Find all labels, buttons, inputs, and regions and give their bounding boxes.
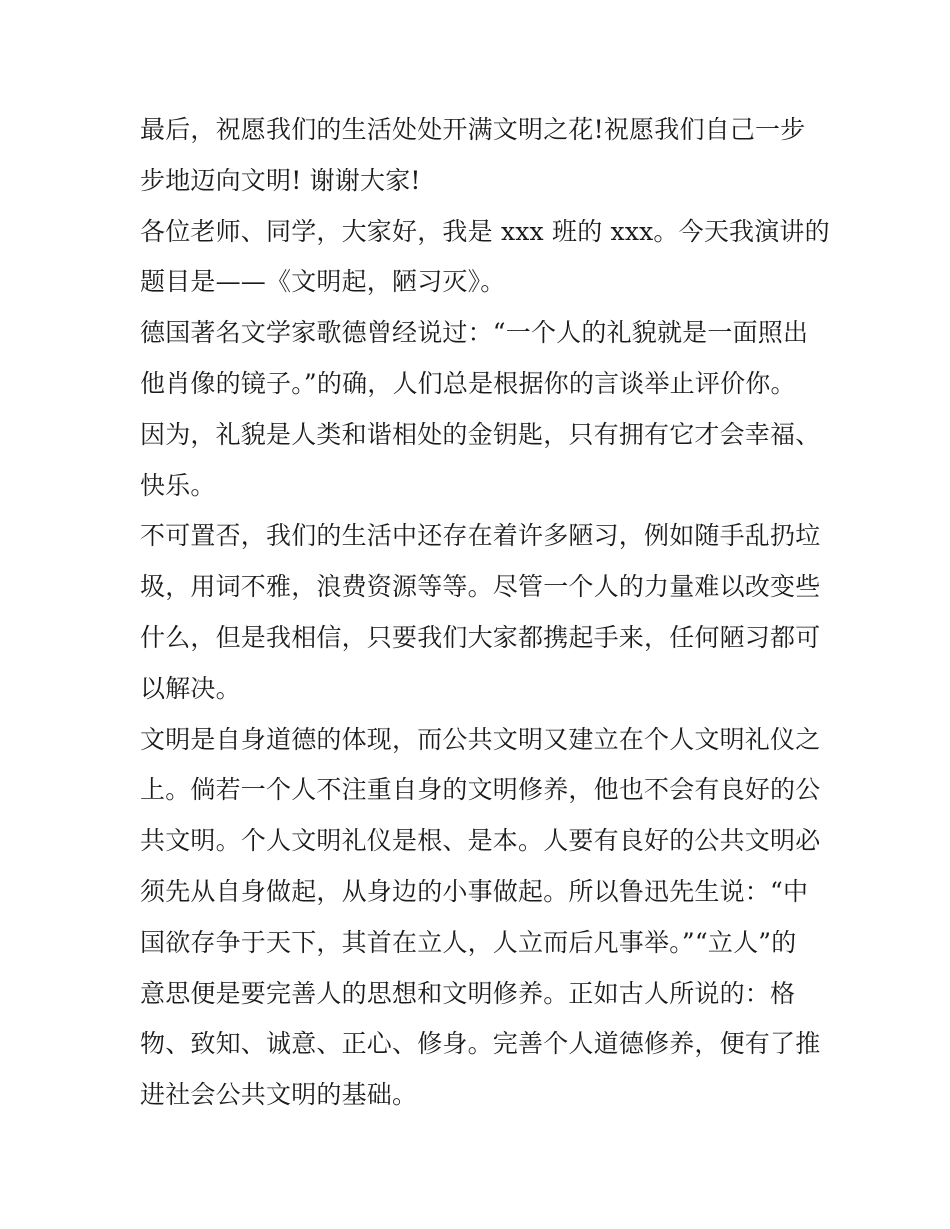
- text-line: 他肖像的镜子。”的确，人们总是根据你的言谈举止评价你。: [140, 368, 796, 398]
- text-line: 上。倘若一个人不注重自身的文明修养，他也不会有良好的公: [140, 775, 821, 805]
- text-line: 什么，但是我相信，只要我们大家都携起手来，任何陋习都可: [140, 622, 821, 652]
- text-line: 国欲存争于天下，其首在立人，人立而后凡事举。”“立人”的: [140, 927, 797, 957]
- text-line: 题目是——《文明起，陋习灭》。: [140, 267, 506, 297]
- text-line: 不可置否，我们的生活中还存在着许多陋习，例如随手乱扔垃: [140, 521, 821, 551]
- text-line: 以解决。: [140, 673, 241, 703]
- text-line: 因为，礼貌是人类和谐相处的金钥匙，只有拥有它才会幸福、: [140, 419, 821, 449]
- text-line: 最后，祝愿我们的生活处处开满文明之花!祝愿我们自己一步: [140, 115, 806, 144]
- text-line: 步地迈向文明! 谢谢大家!: [140, 165, 421, 195]
- text-line: 圾，用词不雅，浪费资源等等。尽管一个人的力量难以改变些: [140, 572, 821, 602]
- text-line: 须先从自身做起，从身边的小事做起。所以鲁迅先生说：“中: [140, 876, 809, 906]
- text-line: 共文明。个人文明礼仪是根、是本。人要有良好的公共文明必: [140, 826, 821, 856]
- text-line: 文明是自身道德的体现，而公共文明又建立在个人文明礼仪之: [140, 724, 821, 754]
- document-body: [140, 105, 830, 1121]
- text-line: 意思便是要完善人的思想和文明修养。正如古人所说的：格: [140, 978, 796, 1008]
- text-line: 进社会公共文明的基础。: [140, 1080, 418, 1110]
- text-line: 德国著名文学家歌德曾经说过：“一个人的礼貌就是一面照出: [140, 318, 809, 348]
- text-line: 快乐。: [140, 470, 216, 500]
- text-line: 各位老师、同学，大家好，我是 xxx 班的 xxx。今天我演讲的: [140, 216, 830, 246]
- text-line: 物、致知、诚意、正心、修身。完善个人道德修养，便有了推: [140, 1029, 821, 1059]
